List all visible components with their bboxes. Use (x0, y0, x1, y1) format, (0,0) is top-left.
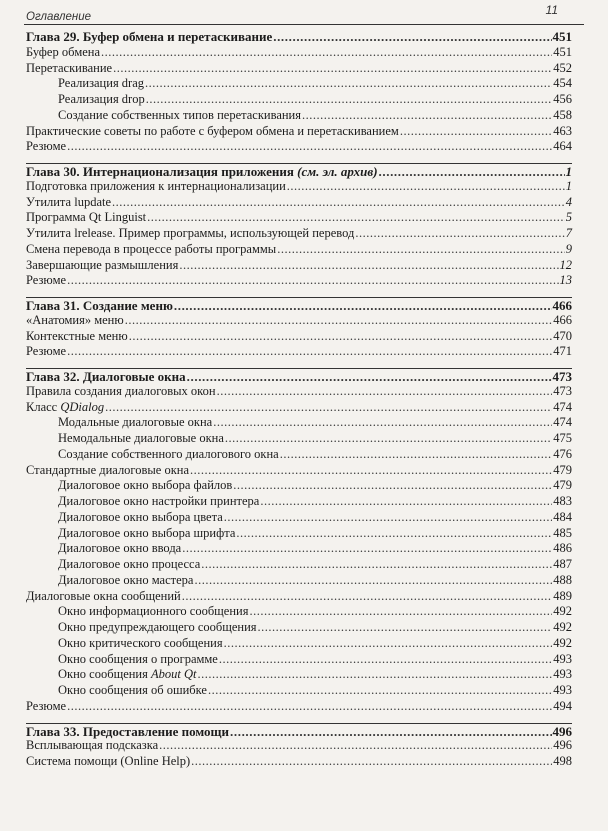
toc-page-number: 475 (553, 431, 572, 445)
toc-page-number: 5 (565, 210, 572, 225)
toc-entry-title (58, 683, 207, 699)
dot-leader (277, 242, 565, 258)
toc-entry-row (26, 667, 572, 683)
toc-entry-text: Окно сообщения о программе (58, 651, 218, 666)
dot-leader (182, 541, 552, 557)
toc-entry-text: Модальные диалоговые окна (58, 415, 213, 430)
toc-entry-row (26, 754, 572, 770)
toc-entry-title (26, 124, 399, 140)
dot-leader (379, 164, 565, 180)
toc-entry-text: Окно предупреждающего сообщения (58, 620, 257, 634)
toc-entry-suffix: (см. эл. архив) (293, 164, 378, 179)
toc-entry-title (26, 384, 216, 400)
toc-entry-row (26, 463, 572, 479)
toc-entry-title (58, 415, 212, 431)
toc-entry-title (26, 369, 186, 385)
dot-leader (201, 557, 552, 573)
toc-entry-title (58, 573, 193, 589)
toc-entry-title (26, 210, 146, 226)
toc-entry-row (26, 526, 572, 542)
toc-page-number: 452 (553, 60, 572, 75)
toc-page-number: 494 (553, 698, 572, 713)
toc-page-number: 483 (553, 494, 572, 508)
dot-leader (400, 124, 552, 140)
toc-entry-text: Глава 31. Создание меню (26, 298, 173, 313)
toc-entry-row (26, 258, 572, 274)
toc-entry-title (26, 463, 189, 479)
toc-chapter-row (26, 297, 572, 313)
dot-leader (146, 92, 553, 108)
dot-leader (260, 494, 552, 510)
toc-page-number: 498 (553, 754, 572, 768)
toc-entry-text: Правила создания диалоговых окон (26, 383, 216, 398)
dot-leader (273, 29, 551, 45)
dot-leader (67, 273, 558, 289)
toc-entry-italic-text: QDialog (60, 399, 105, 414)
toc-entry-row (26, 604, 572, 620)
header-title: Оглавление (26, 11, 91, 23)
toc-entry-title (58, 108, 301, 124)
toc-page-number: 466 (553, 312, 572, 327)
toc-entry-row (26, 415, 572, 431)
toc-entry-title (26, 329, 128, 345)
toc-page-number: 9 (565, 241, 572, 256)
toc-entry-text: Класс (26, 399, 61, 414)
toc-entry-row (26, 329, 572, 345)
toc-entry-text: Утилита lrelease. Пример программы, использующей перевод (26, 226, 355, 240)
dot-leader (190, 463, 552, 479)
toc-entry-text: Окно критического сообщения (58, 635, 223, 650)
toc-entry-title (58, 526, 235, 542)
toc-page-number: 485 (553, 525, 572, 540)
dot-leader (287, 179, 565, 195)
toc-entry-text: Диалоговые окна сообщений (26, 588, 181, 603)
toc-entry-title (58, 76, 144, 92)
toc-page-number: 493 (553, 651, 572, 666)
dot-leader (191, 754, 552, 770)
toc-entry-title (26, 139, 66, 155)
dot-leader (233, 478, 552, 494)
toc-entry-title (26, 298, 173, 314)
toc-page-number: 492 (553, 620, 572, 634)
dot-leader (179, 258, 558, 274)
toc-entry-title (58, 541, 181, 557)
toc-page-number: 474 (553, 399, 572, 414)
table-of-contents (26, 29, 572, 770)
toc-page-number: 486 (553, 541, 572, 556)
toc-page-number: 496 (553, 738, 572, 753)
toc-entry-row (26, 400, 572, 416)
toc-entry-text: Диалоговое окно выбора шрифта (58, 525, 236, 540)
toc-page-number: 474 (553, 415, 572, 430)
dot-leader (182, 589, 553, 605)
toc-entry-text: Создание собственных типов перетаскивания (58, 107, 301, 122)
toc-entry-title (26, 273, 66, 289)
toc-page-number: 1 (565, 164, 572, 179)
toc-entry-row (26, 636, 572, 652)
toc-entry-title (26, 258, 178, 274)
toc-page-number: 463 (553, 123, 572, 138)
toc-entry-title (26, 45, 100, 61)
toc-page-number: 493 (553, 683, 572, 697)
toc-entry-title (58, 620, 257, 636)
toc-entry-text: Диалоговое окно процесса (58, 557, 201, 571)
toc-page-number: 476 (553, 446, 572, 461)
toc-page-number: 466 (552, 298, 572, 313)
header-rule (24, 24, 584, 25)
dot-leader (113, 61, 552, 77)
dot-leader (174, 298, 552, 314)
dot-leader (213, 415, 552, 431)
toc-entry-title (26, 738, 158, 754)
toc-entry-text: Диалоговое окно выбора файлов (58, 478, 233, 493)
toc-entry-row (26, 273, 572, 289)
dot-leader (67, 699, 552, 715)
dot-leader (125, 313, 553, 329)
toc-entry-title (58, 478, 232, 494)
toc-entry-text: Реализация drop (58, 92, 145, 106)
dot-leader (197, 667, 552, 683)
toc-page-number: 479 (553, 478, 572, 493)
toc-entry-row (26, 510, 572, 526)
dot-leader (159, 738, 552, 754)
dot-leader (225, 431, 552, 447)
toc-entry-text: Программа Qt Linguist (26, 210, 147, 225)
dot-leader (302, 108, 552, 124)
toc-entry-text: Подготовка приложения к интернационализации (26, 178, 286, 193)
toc-entry-text: Резюме (26, 139, 67, 154)
toc-entry-text: Контекстные меню (26, 328, 128, 343)
dot-leader (208, 683, 552, 699)
dot-leader (67, 344, 552, 360)
toc-page-number: 451 (553, 44, 572, 59)
toc-entry-title (26, 724, 229, 740)
toc-entry-title (26, 589, 181, 605)
toc-entry-title (58, 431, 224, 447)
toc-entry-text: Смена перевода в процессе работы программы (26, 241, 277, 256)
toc-entry-row (26, 494, 572, 510)
dot-leader (236, 526, 552, 542)
toc-page-number: 456 (553, 92, 572, 106)
toc-entry-row (26, 210, 572, 226)
toc-page-number: 492 (553, 635, 572, 650)
dot-leader (145, 76, 552, 92)
toc-entry-row (26, 61, 572, 77)
toc-chapter-row (26, 29, 572, 45)
toc-entry-title (26, 313, 124, 329)
toc-entry-title (26, 242, 276, 258)
toc-entry-row (26, 195, 572, 211)
toc-page-number: 454 (553, 76, 572, 91)
toc-entry-text: Резюме (26, 698, 67, 713)
toc-entry-text: Создание собственного диалогового окна (58, 446, 279, 461)
toc-entry-title (26, 344, 66, 360)
toc-entry-text: Диалоговое окно выбора цвета (58, 509, 223, 524)
toc-entry-text: Окно сообщения об ошибке (58, 683, 207, 697)
dot-leader (147, 210, 565, 226)
toc-entry-title (26, 699, 66, 715)
toc-entry-text: Глава 32. Диалоговые окна (26, 369, 186, 384)
toc-entry-text: Реализация drag (58, 76, 145, 91)
toc-entry-row (26, 92, 572, 108)
dot-leader (101, 45, 552, 61)
toc-entry-row (26, 124, 572, 140)
dot-leader (250, 604, 553, 620)
toc-entry-title (58, 636, 223, 652)
toc-entry-text: Глава 29. Буфер обмена и перетаскивание (26, 29, 273, 44)
toc-entry-title (58, 92, 145, 108)
toc-entry-text: Диалоговое окно настройки принтера (58, 494, 260, 508)
toc-page-number: 1 (565, 178, 572, 193)
toc-entry-text: Утилита lupdate (26, 194, 112, 209)
dot-leader (230, 724, 551, 740)
dot-leader (224, 510, 552, 526)
dot-leader (219, 652, 552, 668)
toc-entry-title (26, 754, 190, 770)
toc-entry-row (26, 541, 572, 557)
dot-leader (217, 384, 553, 400)
toc-entry-text: Глава 30. Интернационализация приложения (26, 164, 294, 179)
toc-page-number: 496 (552, 723, 572, 739)
toc-entry-title (26, 164, 378, 180)
toc-page-number: 451 (552, 29, 572, 44)
toc-entry-row (26, 226, 572, 242)
header-page-number: 11 (545, 3, 558, 17)
dot-leader (194, 573, 552, 589)
toc-entry-text: Завершающие размышления (26, 257, 179, 272)
toc-page-number: 479 (553, 462, 572, 477)
toc-entry-row (26, 76, 572, 92)
toc-entry-title (26, 226, 354, 242)
toc-entry-text: Резюме (26, 273, 67, 288)
toc-entry-text: Буфер обмена (26, 44, 101, 59)
toc-page-number: 473 (552, 369, 572, 384)
toc-entry-title (26, 29, 272, 45)
toc-entry-text: Перетаскивание (26, 60, 113, 75)
toc-entry-text: Система помощи (Online Help) (26, 754, 191, 768)
toc-entry-title (58, 557, 200, 573)
toc-entry-row (26, 620, 572, 636)
toc-page-number: 12 (559, 257, 572, 272)
dot-leader (187, 369, 552, 385)
toc-entry-title (26, 400, 104, 416)
dot-leader (105, 400, 552, 416)
dot-leader (355, 226, 564, 242)
toc-page-number: 4 (565, 194, 572, 209)
toc-entry-row (26, 652, 572, 668)
toc-entry-text: Окно сообщения (58, 667, 151, 682)
toc-entry-row (26, 573, 572, 589)
toc-entry-row (26, 431, 572, 447)
toc-entry-text: Немодальные диалоговые окна (58, 431, 224, 445)
toc-page-number: 493 (553, 667, 572, 682)
toc-entry-row (26, 557, 572, 573)
toc-entry-row (26, 738, 572, 754)
toc-entry-title (58, 494, 259, 510)
dot-leader (224, 636, 553, 652)
toc-entry-text: Окно информационного сообщения (58, 604, 249, 619)
toc-entry-title (58, 510, 223, 526)
toc-chapter-row (26, 368, 572, 384)
dot-leader (129, 329, 553, 345)
toc-entry-row (26, 313, 572, 329)
toc-entry-row (26, 242, 572, 258)
toc-entry-text: Всплывающая подсказка (26, 738, 159, 753)
toc-entry-text: «Анатомия» меню (26, 312, 124, 327)
toc-page-number: 13 (559, 273, 572, 288)
toc-page-number: 484 (553, 509, 572, 524)
running-header (24, 2, 584, 24)
toc-page-number: 492 (553, 604, 572, 619)
toc-entry-title (26, 195, 111, 211)
toc-page-number: 488 (553, 572, 572, 587)
toc-entry-row (26, 139, 572, 155)
toc-entry-row (26, 384, 572, 400)
toc-entry-text: Резюме (26, 344, 67, 359)
toc-entry-row (26, 179, 572, 195)
toc-entry-row (26, 478, 572, 494)
dot-leader (112, 195, 565, 211)
toc-chapter-row (26, 723, 572, 739)
toc-entry-row (26, 699, 572, 715)
toc-page-number: 487 (553, 557, 572, 571)
toc-entry-title (58, 652, 218, 668)
toc-entry-text: Диалоговое окно мастера (58, 572, 194, 587)
toc-entry-text: Диалоговое окно ввода (58, 541, 182, 556)
toc-entry-row (26, 344, 572, 360)
toc-page-number: 473 (553, 383, 572, 398)
toc-entry-text: Глава 33. Предоставление помощи (26, 723, 230, 739)
toc-page-number: 458 (553, 107, 572, 122)
toc-entry-title (26, 179, 286, 195)
toc-page-number: 464 (553, 139, 572, 154)
toc-page-number: 470 (553, 328, 572, 343)
toc-page-number: 471 (553, 344, 572, 359)
toc-entry-row (26, 683, 572, 699)
toc-chapter-row (26, 163, 572, 179)
toc-entry-text: Стандартные диалоговые окна (26, 462, 190, 477)
toc-entry-italic-text: About Qt (151, 667, 197, 682)
toc-entry-row (26, 589, 572, 605)
dot-leader (258, 620, 553, 636)
toc-entry-title (58, 604, 249, 620)
dot-leader (67, 139, 552, 155)
toc-entry-row (26, 447, 572, 463)
dot-leader (280, 447, 553, 463)
toc-page-number: 489 (553, 588, 572, 603)
toc-entry-title (26, 61, 112, 77)
toc-entry-row (26, 108, 572, 124)
toc-entry-text: Практические советы по работе с буфером обмена и перетаскиванием (26, 123, 399, 138)
toc-page-number: 7 (565, 226, 572, 240)
toc-entry-title (58, 447, 279, 463)
toc-entry-title (58, 667, 196, 683)
toc-entry-row (26, 45, 572, 61)
